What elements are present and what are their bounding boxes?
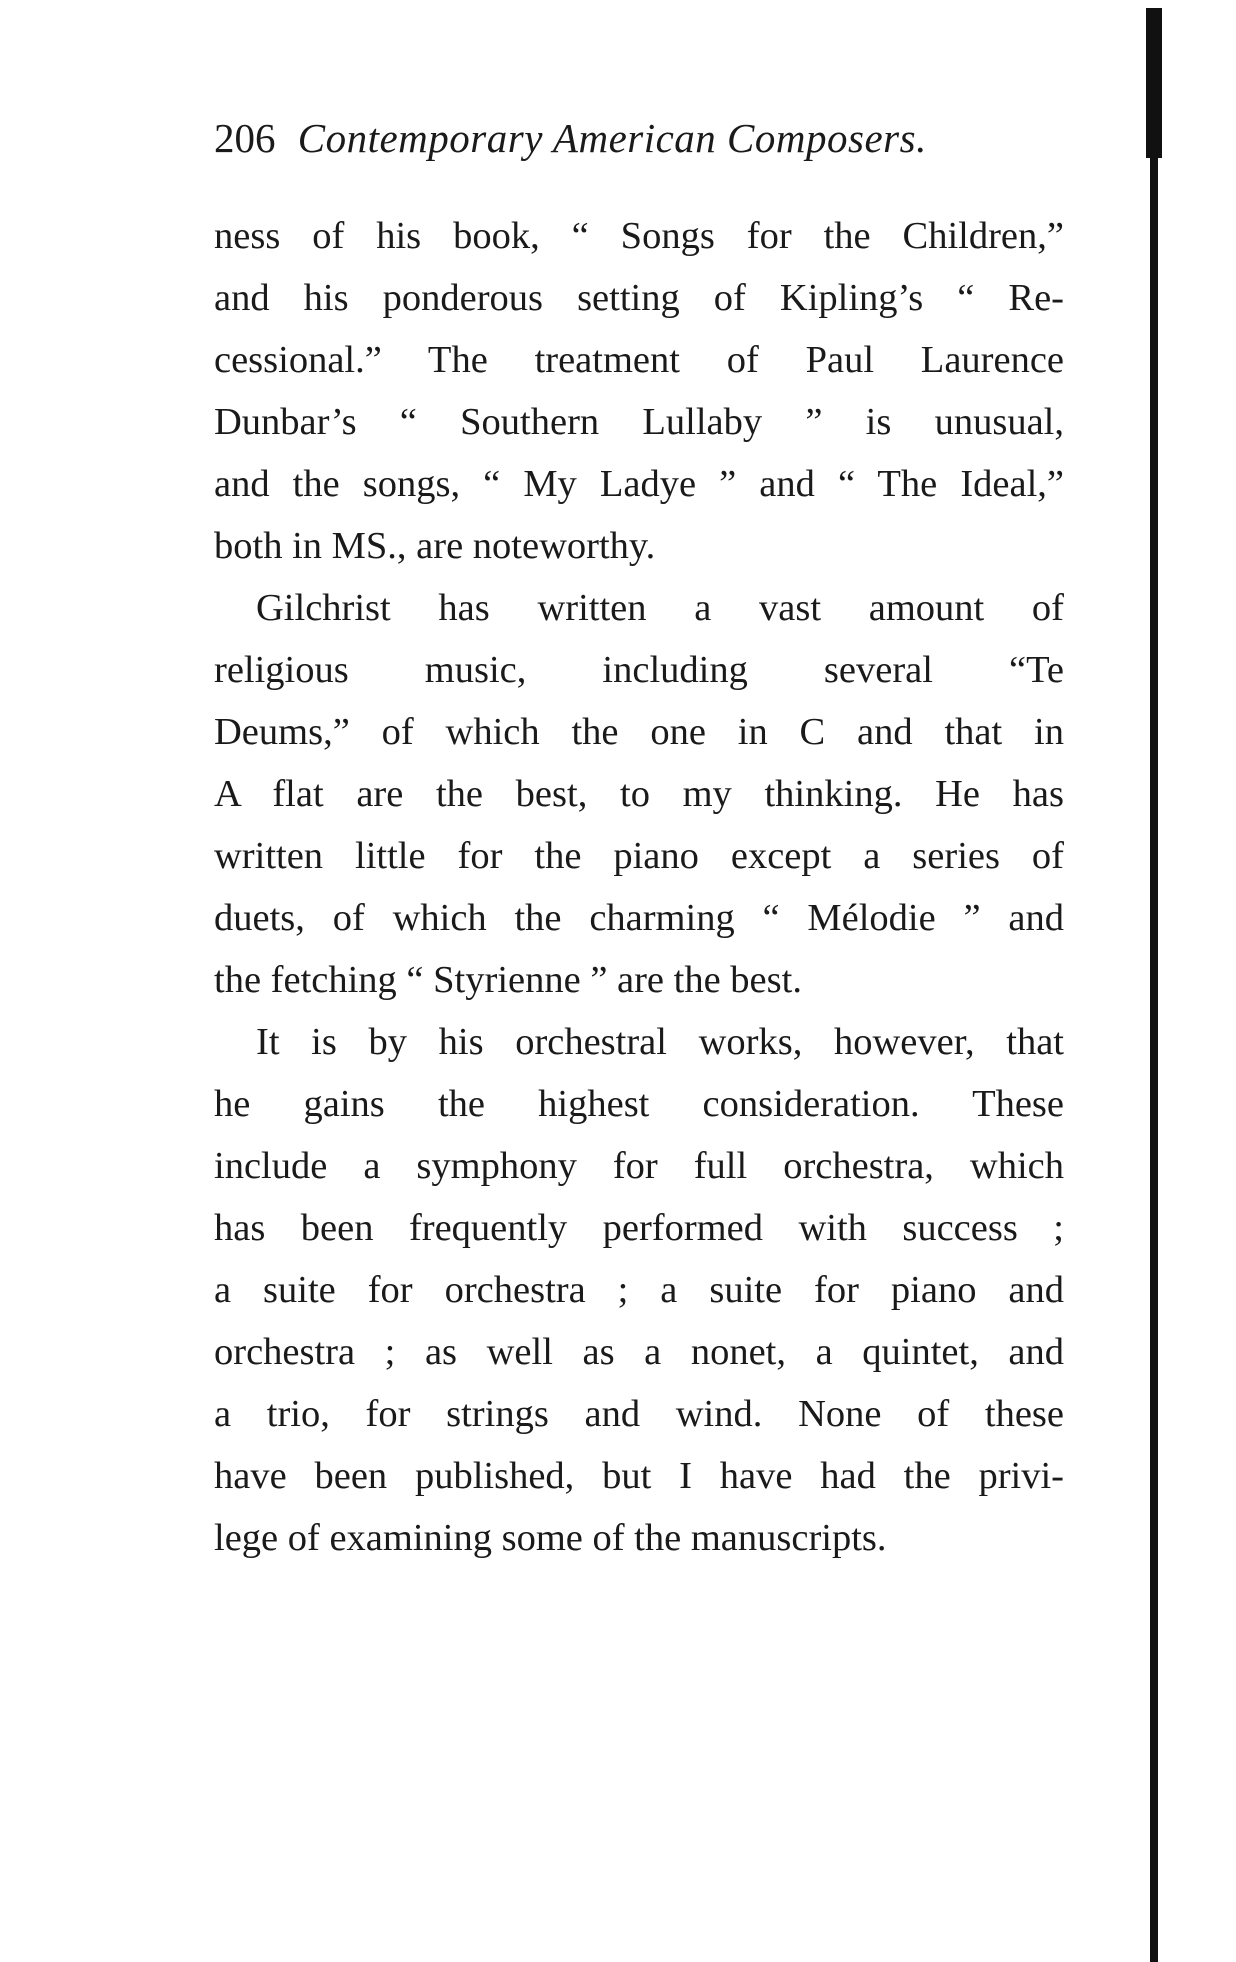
text-line: ness of his book, “ Songs for the Children,” bbox=[214, 215, 1064, 257]
text-line: Dunbar’s “ Southern Lullaby ” is unusual, bbox=[214, 401, 1064, 443]
page-number: 206 bbox=[214, 115, 276, 161]
text-line: A flat are the best, to my thinking. He has bbox=[214, 773, 1064, 815]
paragraph-2 bbox=[214, 577, 1064, 1011]
text-line: the fetching “ Styrienne ” are the best. bbox=[214, 959, 802, 1001]
scan-binding-edge bbox=[1150, 8, 1158, 1962]
text-line: Deums,” of which the one in C and that in bbox=[214, 711, 1064, 753]
text-line: include a symphony for full orchestra, which bbox=[214, 1145, 1064, 1187]
text-line: and his ponderous setting of Kipling’s “ Re- bbox=[214, 277, 1064, 319]
paragraph-3 bbox=[214, 1011, 1064, 1569]
body-text bbox=[214, 205, 1064, 1569]
running-title: Contemporary American Composers. bbox=[297, 115, 927, 161]
text-line: religious music, including several “Te bbox=[214, 649, 1064, 691]
text-line: a trio, for strings and wind. None of these bbox=[214, 1393, 1064, 1435]
text-line: Gilchrist has written a vast amount of bbox=[256, 587, 1064, 629]
text-line: orchestra ; as well as a nonet, a quintet, and bbox=[214, 1331, 1064, 1373]
text-line: has been frequently performed with success ; bbox=[214, 1207, 1064, 1249]
running-header bbox=[214, 112, 1064, 164]
text-line: both in MS., are noteworthy. bbox=[214, 525, 656, 567]
text-line: a suite for orchestra ; a suite for piano and bbox=[214, 1269, 1064, 1311]
text-line: he gains the highest consideration. These bbox=[214, 1083, 1064, 1125]
text-line: and the songs, “ My Ladye ” and “ The Ideal,” bbox=[214, 463, 1064, 505]
text-line: have been published, but I have had the privi- bbox=[214, 1455, 1064, 1497]
text-line: It is by his orchestral works, however, that bbox=[256, 1021, 1064, 1063]
paragraph-1 bbox=[214, 205, 1064, 577]
text-line: cessional.” The treatment of Paul Laurence bbox=[214, 339, 1064, 381]
text-line: duets, of which the charming “ Mélodie ” and bbox=[214, 897, 1064, 939]
text-line: lege of examining some of the manuscripts. bbox=[214, 1517, 887, 1559]
text-line: written little for the piano except a series of bbox=[214, 835, 1064, 877]
